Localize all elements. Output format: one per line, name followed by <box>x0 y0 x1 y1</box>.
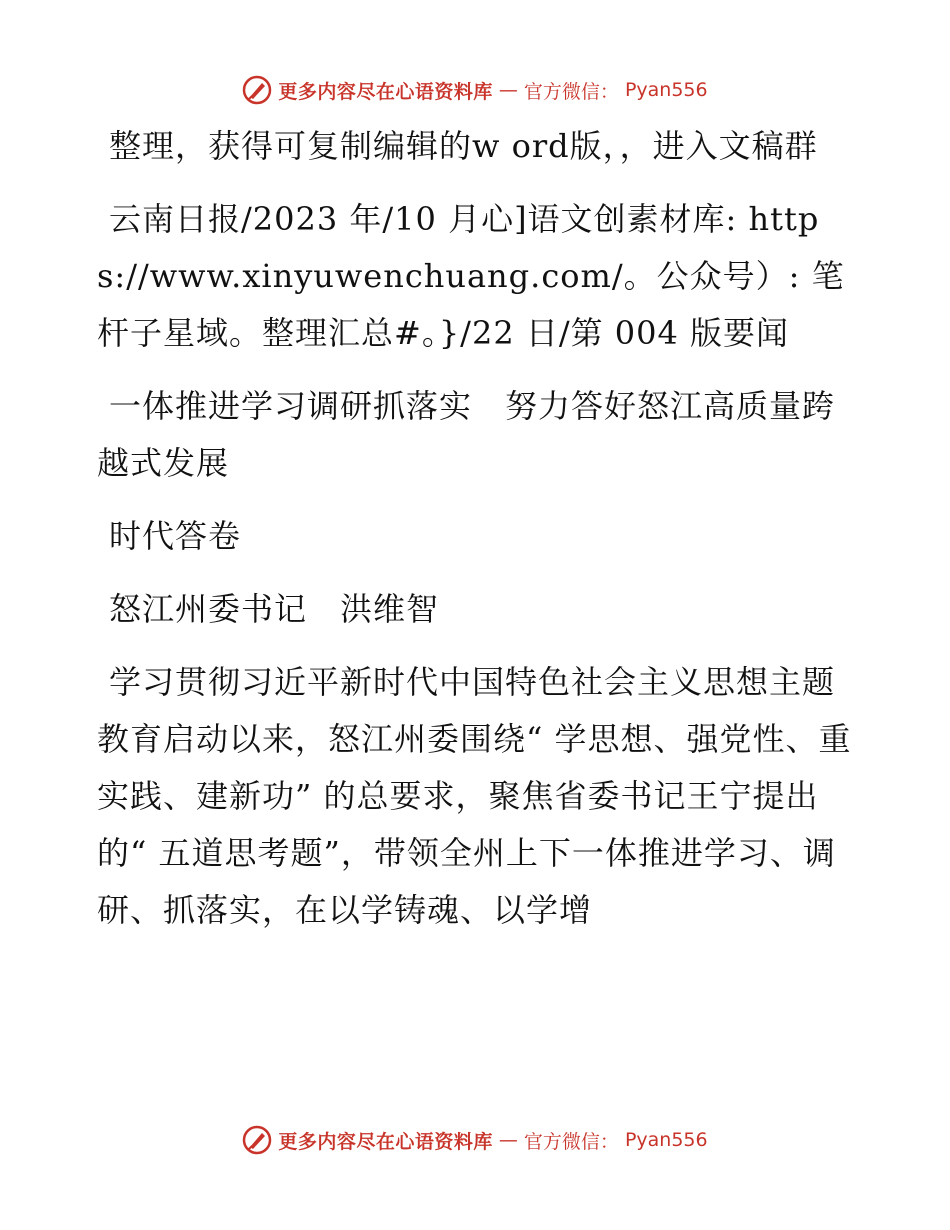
quill-logo-icon <box>242 75 272 105</box>
watermark-brand: 更多内容尽在心语资料库 <box>278 80 493 103</box>
quill-logo-icon <box>242 1125 272 1155</box>
article-subheadline: 时代答卷 <box>109 517 242 555</box>
watermark-dash: — <box>498 1129 518 1151</box>
article-headline: 一体推进学习调研抓落实 努力答好怒江高质量跨越式发展 <box>97 387 836 482</box>
watermark-dash: — <box>498 79 518 101</box>
article-byline: 怒江州委书记 洪维智 <box>109 590 440 628</box>
watermark-wechat-label: 官方微信： <box>523 1130 619 1153</box>
watermark-wechat-label: 官方微信： <box>523 80 619 103</box>
watermark-wechat-id: Pyan556 <box>624 1129 708 1151</box>
document-body <box>97 118 857 955</box>
paragraph-source: 云南日报/2023 年/10 月心]语文创素材库: https://www.xinyuwenchuang.com/。公众号）: 笔杆子星域。整理汇总#。}/22 日/第 004 版要闻 <box>97 200 845 352</box>
watermark-brand: 更多内容尽在心语资料库 <box>278 1130 493 1153</box>
watermark-wechat-id: Pyan556 <box>624 79 708 101</box>
paragraph-intro: 整理，获得可复制编辑的w ord版，，进入文稿群 <box>109 127 818 165</box>
header-watermark <box>0 72 950 108</box>
article-body-paragraph: 学习贯彻习近平新时代中国特色社会主义思想主题教育启动以来，怒江州委围绕“ 学思想、强党性、重实践、建新功” 的总要求，聚焦省委书记王宁提出的“ 五道思考题”，带领全州上下一体推进学习、调研、抓落实，在以学铸魂、以学增 <box>97 663 852 929</box>
footer-watermark <box>0 1122 950 1158</box>
